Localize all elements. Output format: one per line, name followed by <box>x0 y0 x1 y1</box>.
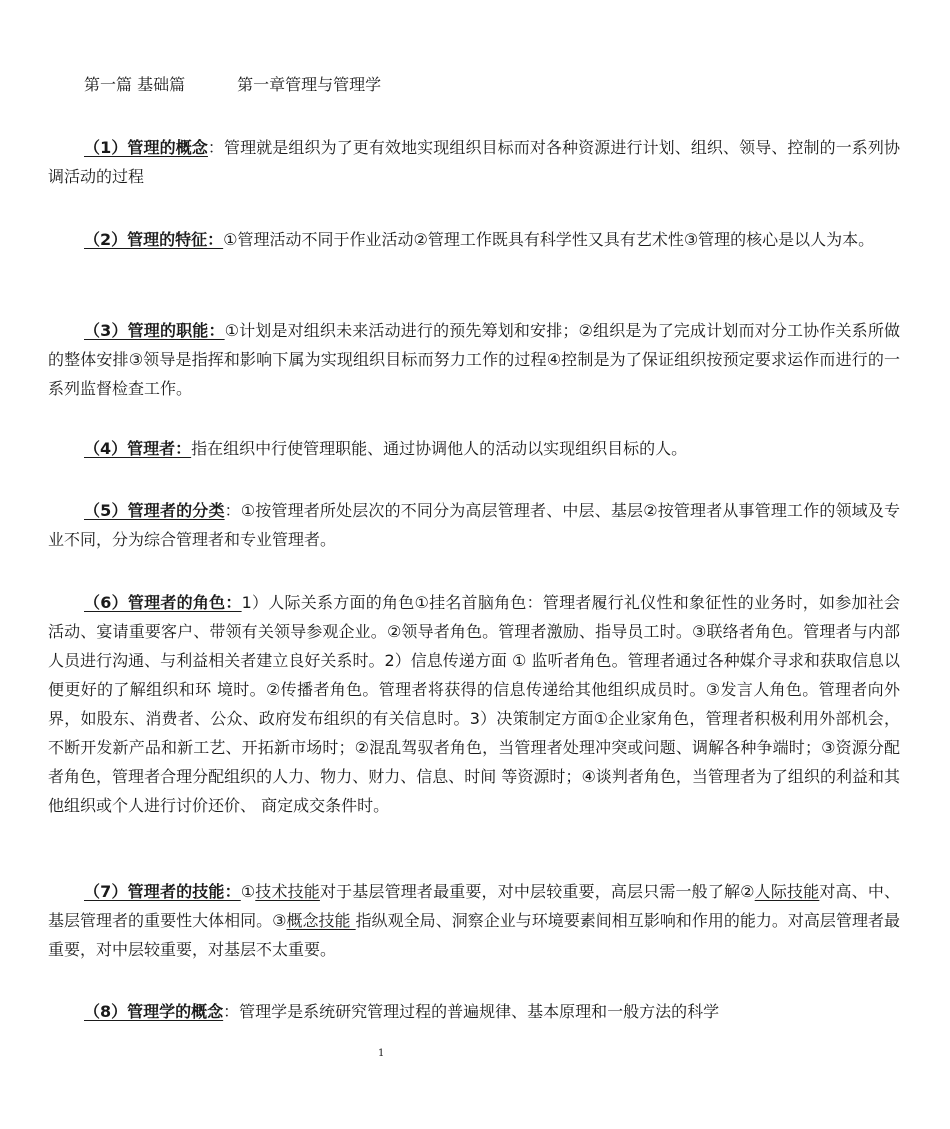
part-title: 第一篇 基础篇 <box>84 75 186 94</box>
section-management-concept <box>48 133 900 191</box>
section-term: （4）管理者： <box>84 439 192 458</box>
page-header <box>84 74 381 96</box>
section-text: ① <box>240 882 256 901</box>
section-text: 对于基层管理者最重要，对中层较重要，高层只需一般了解② <box>319 882 755 901</box>
section-term: （1）管理的概念 <box>84 138 208 157</box>
section-manager-classification <box>48 496 900 554</box>
section-text: 对高、中、基层管理者的重要性大体相同。③ <box>48 882 900 930</box>
section-term: （5）管理者的分类 <box>84 501 225 520</box>
chapter-title: 第一章管理与管理学 <box>237 75 382 94</box>
section-manager-skills <box>48 877 900 964</box>
section-text: ①管理活动不同于作业活动②管理工作既具有科学性又具有艺术性③管理的核心是以人为本。 <box>223 230 875 249</box>
section-text: 1）人际关系方面的角色①挂名首脑角色：管理者履行礼仪性和象征性的业务时，如参加社会活动、宴请重要客户、带领有关领导参观企业。②领导者角色。管理者激励、指导员工时。③联络者角色。管理者与内部人员进行沟通、与利益相关者建立良好关系时。2）信息传递方面 ① 监听者角色。管理者通过各种媒介寻求和获取信息以便更好的了解组织和环 境时。②传播者角色。管理者将获得的信息传递给其他组织成员时。③发言人角色。管理者向外界，如股东、消费者、公众、政府发布组织的有关信息时。3）决策制定方面①企业家角色，管理者积极利用外部机会，不断开发新产品和新工艺、开拓新市场时；②混乱驾驭者角色，当管理者处理冲突或问题、调解各种争端时；③资源分配者角色，管理者合理分配组织的人力、物力、财力、信息、时间 等资源时；④谈判者角色，当管理者为了组织的利益和其他组织或个人进行讨价还价、 商定成交条件时。 <box>48 593 900 815</box>
section-term: （6）管理者的角色： <box>84 593 242 612</box>
section-management-features <box>48 225 900 254</box>
section-text: ①计划是对组织未来活动进行的预先筹划和安排；②组织是为了完成计划而对分工协作关系所做的整体安排③领导是指挥和影响下属为实现组织目标而努力工作的过程④控制是为了保证组织按预定要求运作而进行的一系列监督检查工作。 <box>48 321 900 398</box>
section-manager-roles <box>48 588 900 820</box>
section-term: （7）管理者的技能： <box>84 882 241 901</box>
section-management-science-concept <box>48 997 900 1026</box>
section-text: ：管理就是组织为了更有效地实现组织目标而对各种资源进行计划、组织、领导、控制的一系列协调活动的过程 <box>48 138 900 186</box>
section-term: （8）管理学的概念 <box>84 1002 224 1021</box>
section-management-functions <box>48 316 900 403</box>
page-number: 1 <box>378 1048 385 1059</box>
section-text: ：①按管理者所处层次的不同分为高层管理者、中层、基层②按管理者从事管理工作的领域及专业不同，分为综合管理者和专业管理者。 <box>48 501 900 549</box>
section-term: （2）管理的特征： <box>84 230 224 249</box>
section-text: 指在组织中行使管理职能、通过协调他人的活动以实现组织目标的人。 <box>191 439 688 458</box>
skill-technical: 技术技能 <box>255 882 320 901</box>
section-text: ：管理学是系统研究管理过程的普遍规律、基本原理和一般方法的科学 <box>223 1002 720 1021</box>
skill-conceptual: 概念技能 <box>286 911 356 930</box>
section-manager <box>48 434 900 463</box>
skill-interpersonal: 人际技能 <box>754 882 820 901</box>
section-term: （3）管理的职能： <box>84 321 225 340</box>
section-text: 指纵观全局、洞察企业与环境要素间相互影响和作用的能力。对高层管理者最重要，对中层较重要，对基层不太重要。 <box>48 911 900 959</box>
